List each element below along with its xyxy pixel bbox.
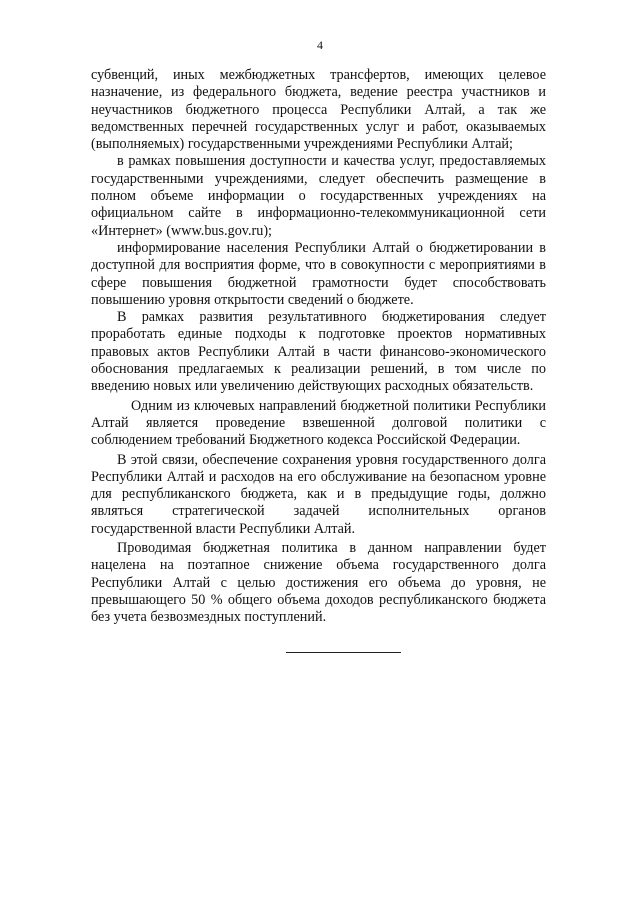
- paragraph-results-budgeting: В рамках развития результативного бюджетирования следует проработать единые подходы к подготовке проектов нормативных правовых актов Республики Алтай в части финансово-экономического обоснования предлагаемых к реализации решений, в том числе по введению новых или увеличению действующих расходных обязательств.: [91, 309, 546, 395]
- paragraph-debt-reduction: Проводимая бюджетная политика в данном направлении будет нацелена на поэтапное снижение объема государственного долга Республики Алтай с целью достижения его объема до уровня, не превышающего 50 % общего объема доходов республиканского бюджета без учета безвозмездных поступлений.: [91, 540, 546, 626]
- paragraph-debt-policy: Одним из ключевых направлений бюджетной политики Республики Алтай является проведение взвешенной долговой политики с соблюдением требований Бюджетного кодекса Российской Федерации.: [91, 397, 546, 449]
- document-body: [91, 67, 546, 627]
- page-number: 4: [317, 38, 323, 52]
- paragraph-public-informing: информирование населения Республики Алтай о бюджетировании в доступной для восприятия форме, что в совокупности с мероприятиями в сфере повышения бюджетной грамотности будет способствовать повышению уровня открытости сведений о бюджете.: [91, 239, 546, 308]
- paragraph-debt-safety: В этой связи, обеспечение сохранения уровня государственного долга Республики Алтай и расходов на его обслуживание на безопасном уровне для республиканского бюджета, как и в предыдущие годы, должно являться стратегической задачей исполнительных органов государственной власти Республики Алтай.: [91, 451, 546, 537]
- paragraph-continuation: субвенций, иных межбюджетных трансфертов, имеющих целевое назначение, из федерального бюджета, ведение реестра участников и неучастников бюджетного процесса Республики Алтай, а так же ведомственных перечней государственных услуг и работ, оказываемых (выполняемых) государственными учреждениями Республики Алтай;: [91, 67, 546, 153]
- closing-line: [286, 652, 401, 653]
- paragraph-service-accessibility: в рамках повышения доступности и качества услуг, предоставляемых государственными учреждениями, следует обеспечить размещение в полном объеме информации о государственных учреждениях на официальном сайте в информационно-телекоммуникационной сети «Интернет» (www.bus.gov.ru);: [91, 153, 546, 239]
